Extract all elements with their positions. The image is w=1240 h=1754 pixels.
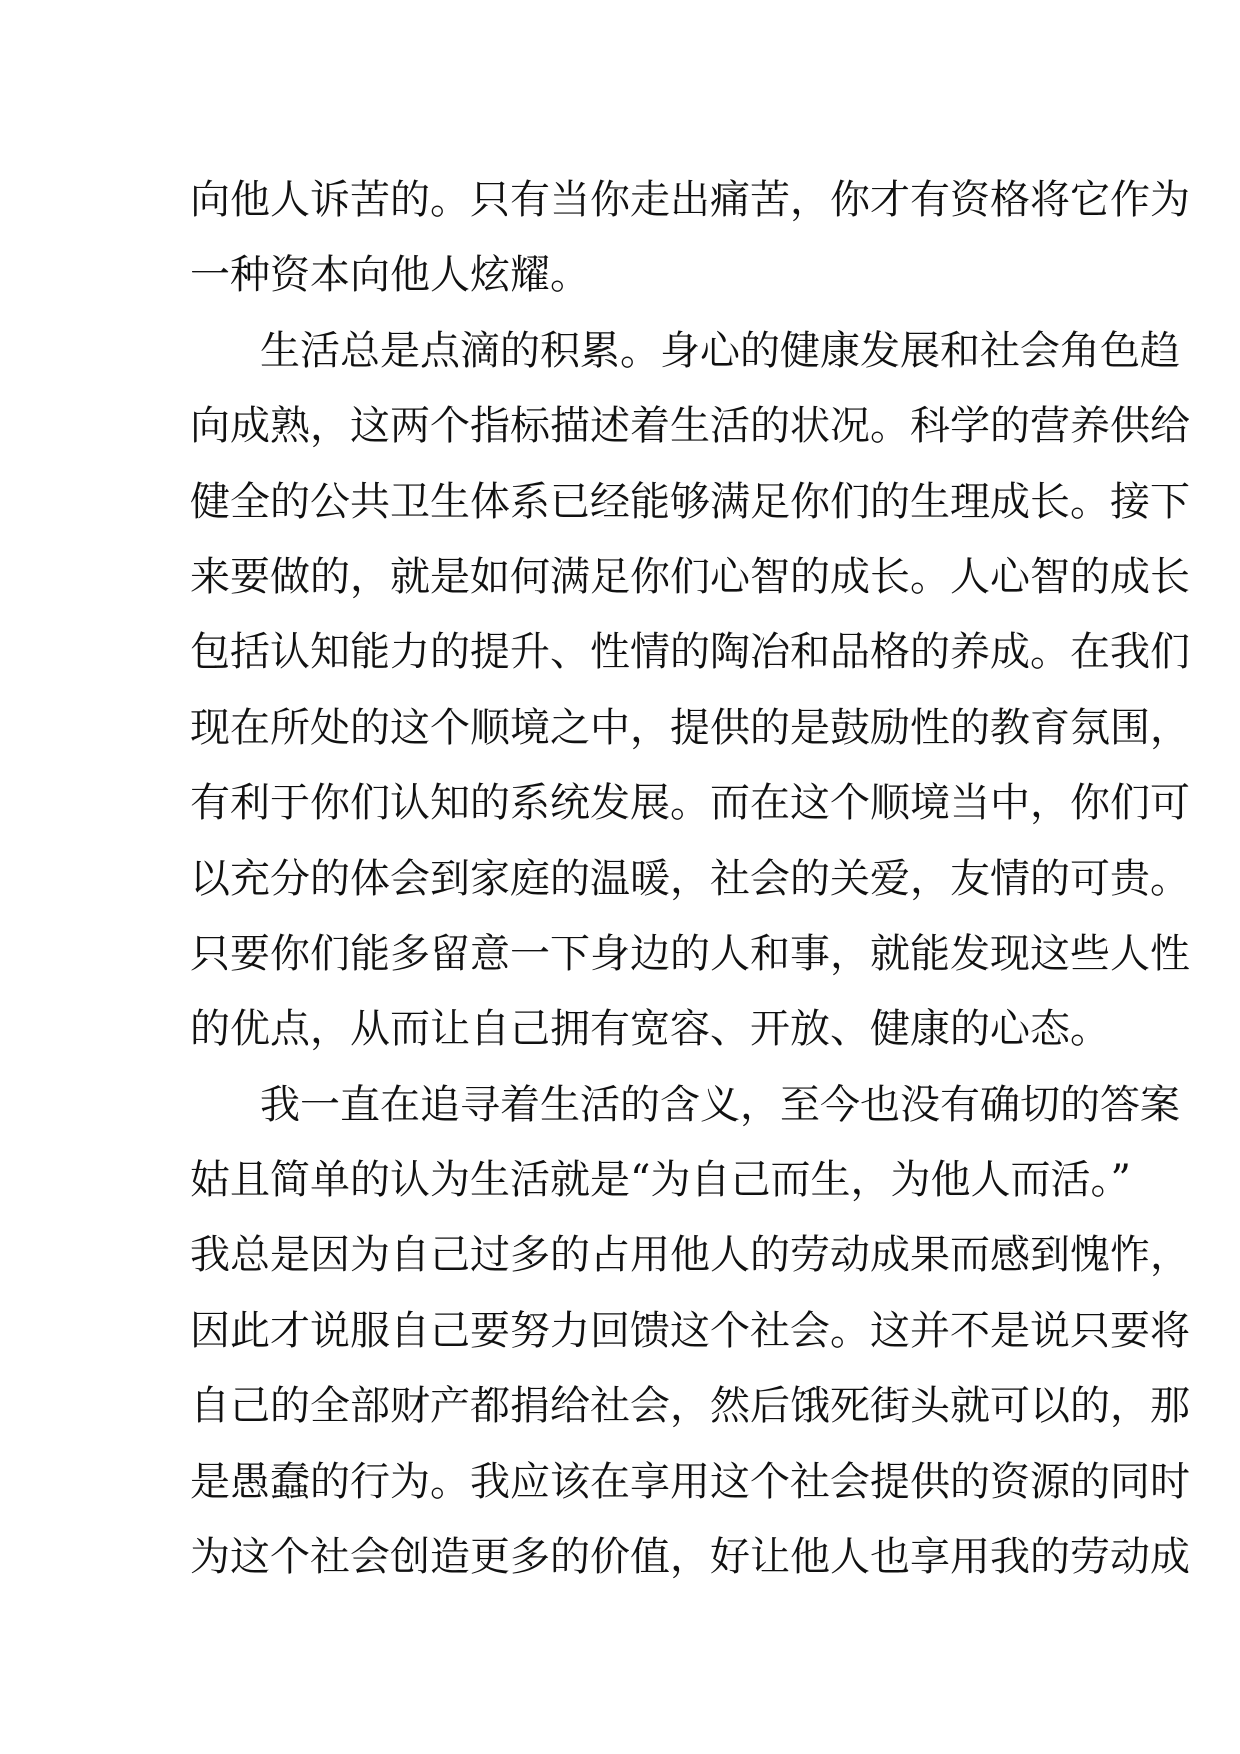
text-line: 为这个社会创造更多的价值，好让他人也享用我的劳动成: [190, 1534, 1190, 1581]
text-line: 一种资本向他人炫耀。: [190, 252, 590, 299]
text-line: 自己的全部财产都捐给社会，然后饿死街头就可以的，那: [190, 1383, 1190, 1430]
paragraph-start-line: 生活总是点滴的积累。身心的健康发展和社会角色趋: [260, 327, 1180, 374]
text-line: 健全的公共卫生体系已经能够满足你们的生理成长。接下: [190, 478, 1190, 525]
text-line: 的优点，从而让自己拥有宽容、开放、健康的心态。: [190, 1006, 1110, 1053]
text-line: 因此才说服自己要努力回馈这个社会。这并不是说只要将: [190, 1307, 1190, 1354]
text-line: 现在所处的这个顺境之中，提供的是鼓励性的教育氛围，: [190, 704, 1190, 751]
text-line: 以充分的体会到家庭的温暖，社会的关爱，友情的可贵。: [190, 855, 1190, 902]
text-line: 我总是因为自己过多的占用他人的劳动成果而感到愧怍，: [190, 1232, 1190, 1279]
text-line: 来要做的，就是如何满足你们心智的成长。人心智的成长: [190, 553, 1190, 600]
text-line: 包括认知能力的提升、性情的陶冶和品格的养成。在我们: [190, 629, 1190, 676]
text-line: 姑且简单的认为生活就是“为自己而生，为他人而活。”: [190, 1157, 1131, 1204]
text-line: 是愚蠢的行为。我应该在享用这个社会提供的资源的同时: [190, 1458, 1190, 1505]
paragraph-start-line: 我一直在追寻着生活的含义，至今也没有确切的答案: [260, 1081, 1180, 1128]
body-text: [190, 163, 1190, 1595]
text-line: 有利于你们认知的系统发展。而在这个顺境当中，你们可: [190, 780, 1190, 827]
text-line: 只要你们能多留意一下身边的人和事，就能发现这些人性: [190, 930, 1190, 977]
text-line: 向成熟，这两个指标描述着生活的状况。科学的营养供给: [190, 403, 1190, 450]
text-line: 向他人诉苦的。只有当你走出痛苦，你才有资格将它作为: [190, 177, 1190, 223]
